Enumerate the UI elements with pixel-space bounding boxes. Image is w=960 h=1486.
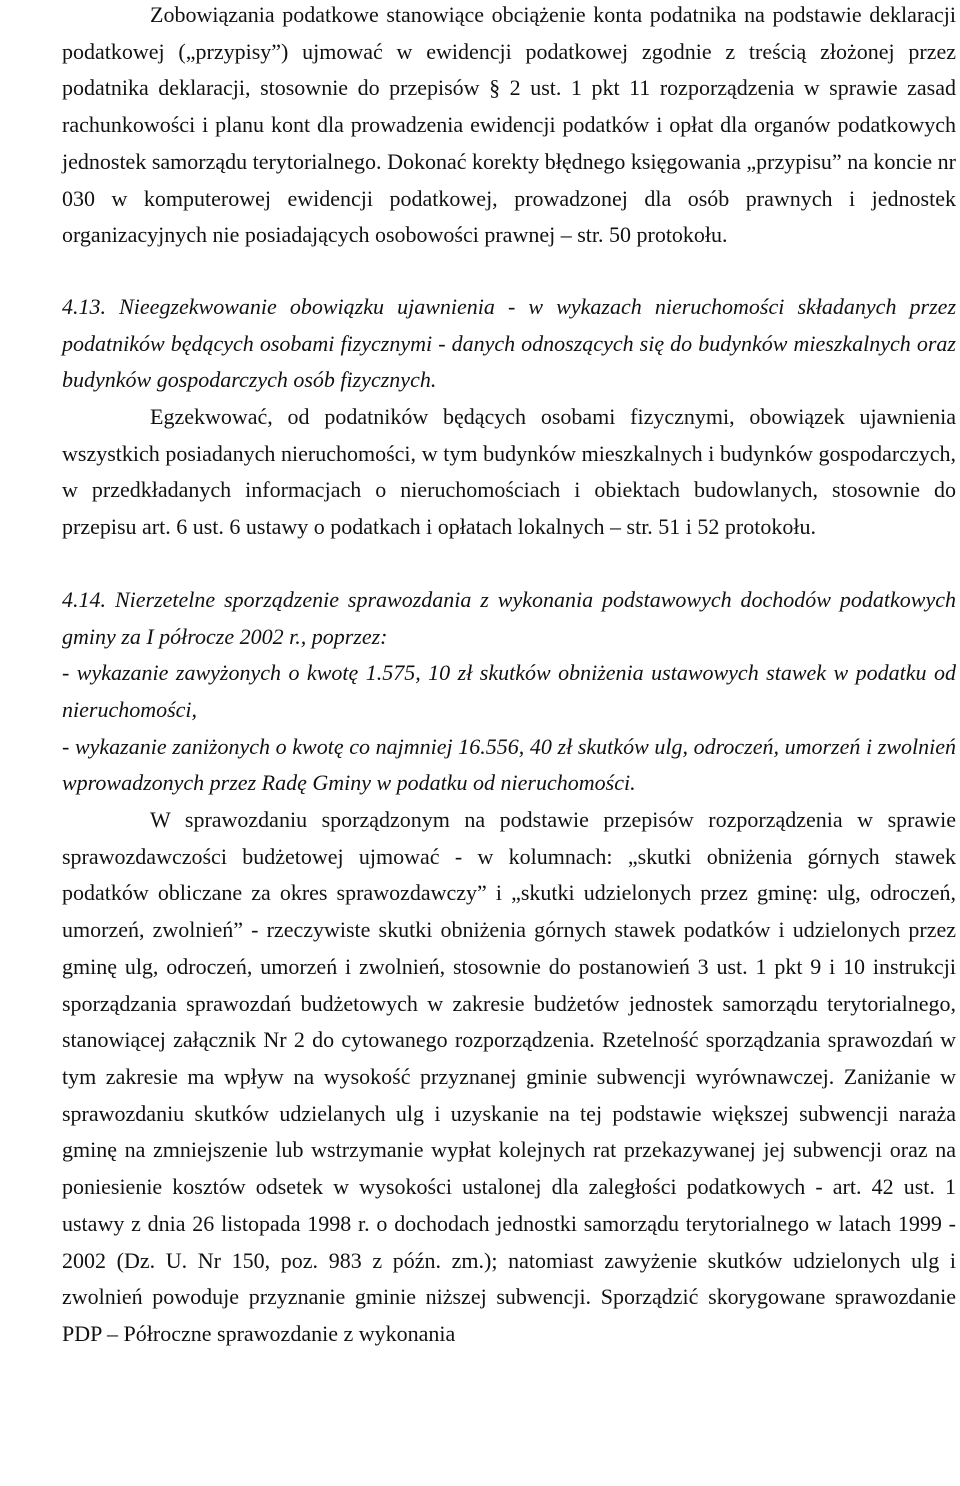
section-4-14-heading	[62, 582, 956, 655]
section-4-13-body: Egzekwować, od podatników będących osobami fizycznymi, obowiązek ujawnienia wszystkich posiadanych nieruchomości, w tym budynków mieszkalnych i budynków gospodarczych, w przedkładanych informacjach o nieruchomościach i obiektach budowlanych, stosownie do przepisu art. 6 ust. 6 ustawy o podatkach i opłatach lokalnych – str. 51 i 52 protokołu.	[62, 404, 956, 540]
section-4-14-item-1: - wykazanie zawyżonych o kwotę 1.575, 10 zł skutków obniżenia ustawowych stawek w podatku od nieruchomości,	[62, 660, 956, 722]
section-4-14-item-2: - wykazanie zaniżonych o kwotę co najmniej 16.556, 40 zł skutków ulg, odroczeń, umorzeń i zwolnień wprowadzonych przez Radę Gminy w podatku od nieruchomości.	[62, 733, 956, 796]
section-heading-text: Nieegzekwowanie obowiązku ujawnienia - w wykazach nieruchomości składanych przez podatników będących osobami fizycznymi - danych odnoszących się do budynków mieszkalnych oraz budynków gospodarczych osób fizycznych.	[62, 293, 957, 393]
paragraph-przypisy: Zobowiązania podatkowe stanowiące obciążenie konta podatnika na podstawie deklaracji podatkowej („przypisy”) ujmować w ewidencji podatkowej zgodnie z treścią złożonej przez podatnika deklaracji, stosownie do przepisów § 2 ust. 1 pkt 11 rozporządzenia w sprawie zasad rachunkowości i planu kont dla prowadzenia ewidencji podatków i opłat dla organów podatkowych jednostek samorządu terytorialnego. Dokonać korekty błędnego księgowania „przypisu” na koncie nr 030 w komputerowej ewidencji podatkowej, prowadzonej dla osób prawnych i jednostek organizacyjnych nie posiadających osobowości prawnej – str. 50 protokołu.	[62, 2, 956, 248]
section-heading-text: Nierzetelne sporządzenie sprawozdania z wykonania podstawowych dochodów podatkowych gminy za I półrocze 2002 r., poprzez:	[62, 586, 956, 649]
section-4-14-body: W sprawozdaniu sporządzonym na podstawie przepisów rozporządzenia w sprawie sprawozdawczości budżetowej ujmować - w kolumnach: „skutki obniżenia górnych stawek podatków obliczane za okres sprawozdawczy” i „skutki udzielonych przez gminę: ulg, odroczeń, umorzeń, zwolnień” - rzeczywiste skutki obniżenia górnych stawek podatków i udzielonych przez gminę ulg, odroczeń, umorzeń i zwolnień, stosownie do postanowień 3 ust. 1 pkt 9 i 10 instrukcji sporządzania sprawozdań budżetowych w zakresie budżetów jednostek samorządu terytorialnego, stanowiącej załącznik Nr 2 do cytowanego rozporządzenia. Rzetelność sporządzania sprawozdań w tym zakresie ma wpływ na wysokość przyznanej gminie subwencji wyrównawczej. Zaniżanie w sprawozdaniu skutków udzielanych ulg i uzyskanie na tej podstawie większej subwencji naraża gminę na zmniejszenie lub wstrzymanie wypłat kolejnych rat przekazywanej jej subwencji oraz na poniesienie kosztów odsetek w wysokości ustalonej dla zaległości podatkowych - art. 42 ust. 1 ustawy z dnia 26 listopada 1998 r. o dochodach jednostki samorządu terytorialnego w latach 1999 - 2002 (Dz. U. Nr 150, poz. 983 z późn. zm.); natomiast zawyżenie skutków udzielonych ulg i zwolnień powoduje przyznanie gminie niższej subwencji. Sporządzić skorygowane sprawozdanie PDP – Półroczne sprawozdanie z wykonania	[62, 807, 956, 1346]
section-number: 4.14.	[62, 586, 106, 612]
section-4-13-heading	[62, 289, 956, 399]
section-number: 4.13.	[62, 293, 106, 319]
document-page	[62, 0, 956, 1353]
